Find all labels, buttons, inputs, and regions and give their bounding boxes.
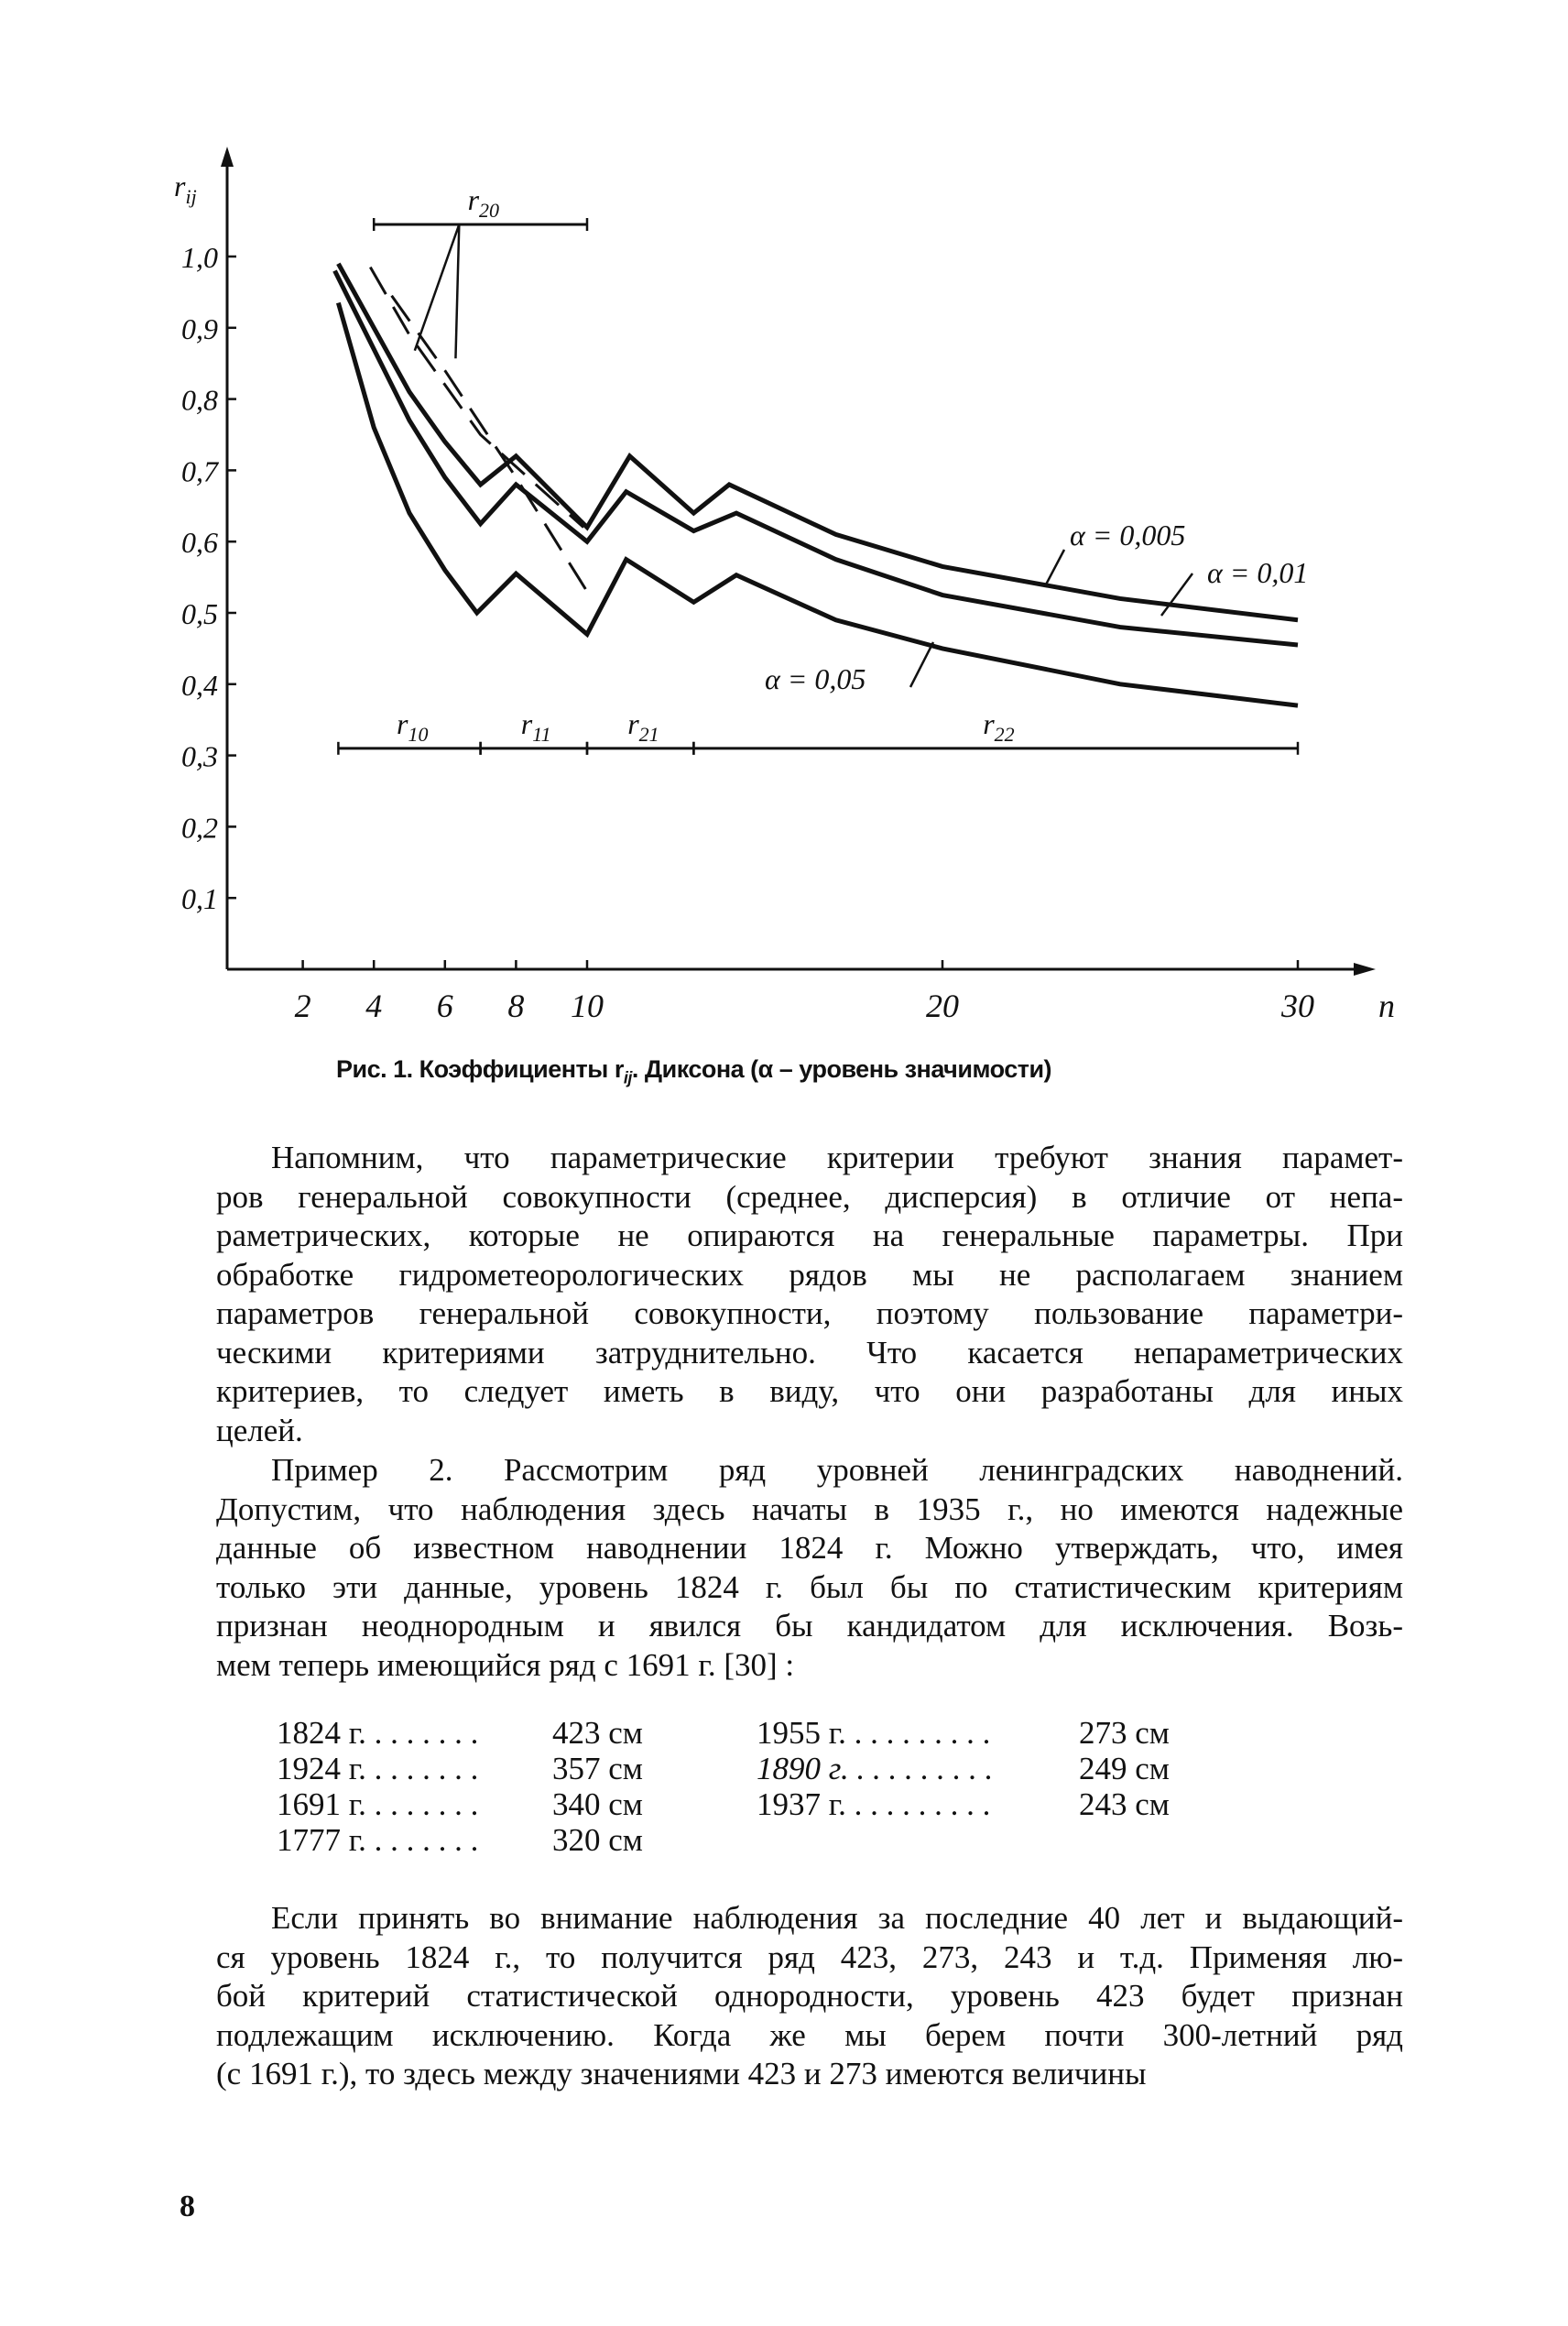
text-line: целей. [216,1412,303,1448]
range-label-sub: 10 [408,722,429,746]
table-year: 1824 г. . . . . . . . [277,1715,479,1751]
text-line: признан неоднородным и явился бы кандидатом для исключения. Возь- [216,1608,1403,1643]
table-value: 320 см [552,1822,643,1858]
text-line: данные об известном наводнении 1824 г. Можно утверждать, что, имея [216,1530,1403,1566]
text-line: (с 1691 г.), то здесь между значениями 423 и 273 имеются величины [216,2056,1147,2091]
range-label [627,707,659,746]
range-label-letter: r [983,706,995,740]
alpha-leader-line [1045,550,1064,586]
range-label-sub: 21 [638,722,659,746]
range-label [983,707,1014,746]
text-line: параметров генеральной совокупности, поэтому пользование параметри- [216,1295,1403,1331]
x-tick-label: 8 [507,988,525,1024]
range-label-sub: 22 [994,722,1015,746]
range-label-sub: 20 [479,198,500,222]
y-tick-label: 0,6 [181,526,218,560]
y-axis-label-sub: ij [185,185,197,208]
x-axis-arrow [1354,963,1376,976]
alpha-label: α = 0,005 [1070,519,1186,551]
range-label-letter: r [467,182,480,216]
text-line: ческими критериями затруднительно. Что касается непараметрических [216,1334,1403,1370]
x-tick-label: 10 [571,988,604,1024]
range-label-letter: r [520,706,533,740]
y-tick-label: 1,0 [181,241,218,274]
table-value: 243 см [1079,1786,1170,1822]
paragraph-2 [216,1451,1403,1685]
table-value: 423 см [552,1715,643,1751]
text-line: Пример 2. Рассмотрим ряд уровней ленинградских наводнений. [271,1452,1403,1488]
alpha-leader-line [1161,573,1192,616]
table-year: 1691 г. . . . . . . . [277,1786,479,1822]
table-value: 249 см [1079,1751,1170,1786]
table-value: 273 см [1079,1715,1170,1751]
y-tick-label: 0,8 [181,383,218,417]
x-tick-label: 4 [365,988,383,1024]
paragraph-3 [216,1899,1403,2094]
alpha-label: α = 0,05 [765,662,866,695]
page-number: 8 [180,2189,195,2223]
text-line: ся уровень 1824 г., то получится ряд 423, 273, 243 и т.д. Применяя лю- [216,1938,1403,1975]
paragraph-1 [216,1139,1403,1450]
alpha-label: α = 0,01 [1207,556,1309,589]
table-value: 357 см [552,1751,643,1786]
text-line: обработке гидрометеорологических рядов мы не располагаем знанием [216,1256,1403,1293]
x-tick-label: 30 [1281,988,1314,1024]
y-tick-label: 0,2 [181,811,218,845]
text-line: мем теперь имеющийся ряд с 1691 г. [30] : [216,1646,795,1683]
series-line-1 [335,271,1298,645]
y-tick-label: 0,5 [181,597,218,630]
text-line: бой критерий статистической однородности, уровень 423 будет признан [216,1978,1403,2014]
y-tick-label: 0,1 [181,882,218,916]
figure-caption [336,1055,1234,1087]
caption-prefix: Рис. 1. Коэффициенты r [336,1055,624,1083]
y-tick-label: 0,3 [181,739,218,773]
range-label-sub: 11 [532,722,551,746]
table-value: 340 см [552,1786,643,1822]
text-line: ров генеральной совокупности (среднее, дисперсия) в отличие от непа- [216,1178,1403,1215]
text-line: Напомним, что параметрические критерии требуют знания парамет- [271,1140,1403,1175]
caption-suffix: . Диксона (α – уровень значимости) [631,1055,1052,1083]
text-line: только эти данные, уровень 1824 г. был бы по статистическим критериям [216,1568,1403,1605]
text-line: подлежащим исключению. Когда же мы берем почти 300-летний ряд [216,2016,1403,2053]
range-label [468,183,499,222]
text-line: Допустим, что наблюдения здесь начаты в 1935 г., но имеются надежные [216,1491,1403,1527]
dixon-coefficients-chart [0,0,1568,1063]
caption-subscript: ij [623,1068,632,1087]
y-tick-label: 0,4 [181,668,218,702]
x-tick-label: 20 [926,988,959,1024]
series-line-2 [338,303,1298,706]
table-year: 1955 г. . . . . . . . . . [757,1715,991,1751]
range-label-letter: r [627,706,639,740]
table-year: 1937 г. . . . . . . . . . [757,1786,991,1822]
table-year: 1890 г. . . . . . . . . . [757,1751,994,1786]
alpha-leader-line [910,642,933,687]
table-year: 1777 г. . . . . . . . [277,1822,479,1858]
range-label-letter: r [397,706,408,740]
y-tick-label: 0,9 [181,311,218,345]
x-tick-label: 6 [436,988,453,1024]
text-line: Если принять во внимание наблюдения за последние 40 лет и выдающий- [271,1900,1403,1936]
table-year: 1924 г. . . . . . . . [277,1751,479,1786]
text-line: критериев, то следует иметь в виду, что они разработаны для иных [216,1373,1403,1409]
y-axis-label: $r_{ij}$ [174,169,197,208]
text-line: раметрических, которые не опираются на генеральные параметры. При [216,1218,1403,1253]
range-label [397,707,428,746]
y-axis-arrow [221,147,234,167]
x-axis-label: n [1378,988,1395,1024]
series-line-0 [338,264,1298,620]
x-tick-label: 2 [294,988,311,1024]
series-line-3 [370,268,583,528]
y-tick-label: 0,7 [181,454,218,488]
range-label [521,707,551,746]
